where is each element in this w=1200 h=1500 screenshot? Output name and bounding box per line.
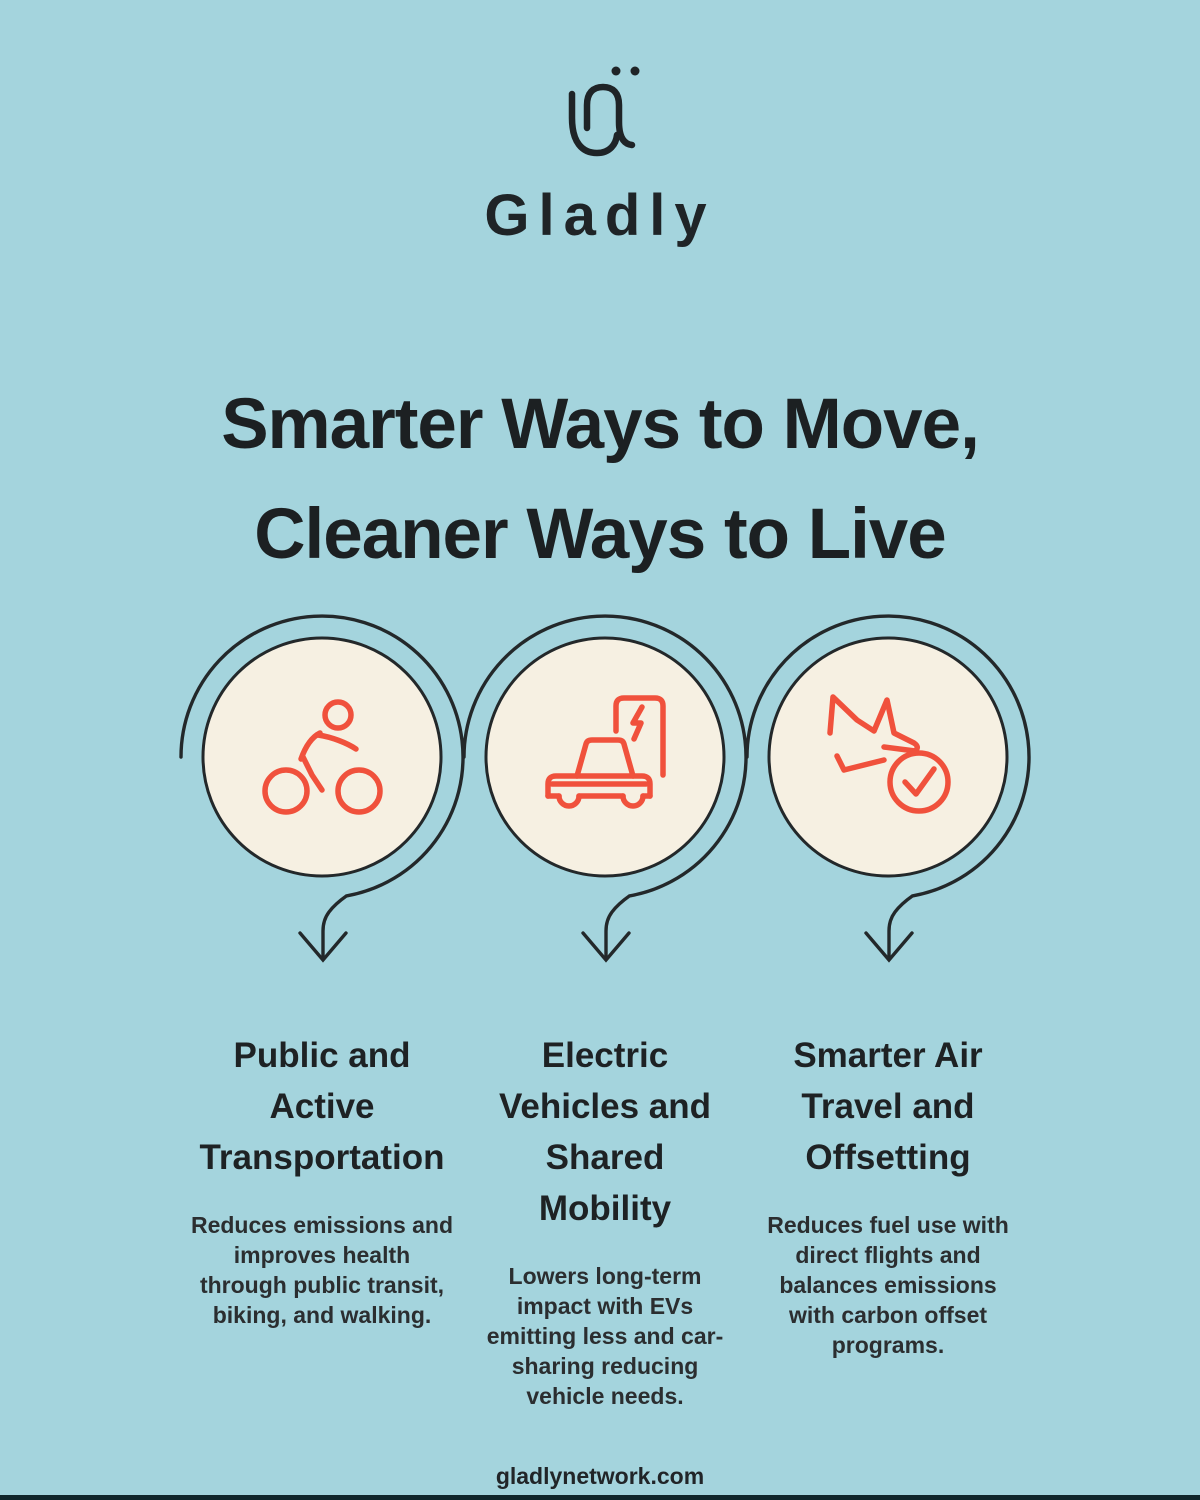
circle-badge: [486, 638, 724, 876]
heading-line: Active: [269, 1087, 375, 1126]
heading-line: Public and: [233, 1036, 411, 1075]
heading-line: Travel and: [801, 1087, 975, 1126]
feature-column-air-travel: [738, 1030, 1038, 1360]
logomark-dot-left: [612, 67, 621, 76]
feature-description: Lowers long-term impact with EVs emitting less and car-sharing reducing vehicle needs.: [486, 1263, 724, 1409]
heading-line: Offsetting: [805, 1138, 971, 1177]
feature-column-electric-vehicles: [455, 1030, 755, 1411]
heading-line: Mobility: [538, 1189, 672, 1228]
circle-badge: [203, 638, 441, 876]
feature-description: Reduces fuel use with direct flights and balances emissions with carbon offset programs.: [767, 1212, 1009, 1358]
feature-badge-air-travel: [738, 607, 1038, 979]
poster-title: [0, 370, 1200, 590]
title-line-2: Cleaner Ways to Live: [254, 494, 946, 574]
heading-line: Electric: [541, 1036, 669, 1075]
feature-heading: [172, 1030, 472, 1183]
logomark-outer-curve: [572, 94, 617, 153]
brand-wordmark: Gladly: [484, 183, 716, 248]
feature-heading: [738, 1030, 1038, 1183]
website-url: gladlynetwork.com: [495, 1463, 705, 1489]
heading-line: Shared: [545, 1138, 665, 1177]
bottom-accent-bar: [0, 1495, 1200, 1500]
heading-line: Smarter Air: [793, 1036, 983, 1075]
heading-line: Vehicles and: [498, 1087, 712, 1126]
feature-badge-electric-vehicles: [455, 607, 755, 979]
heading-line: Transportation: [199, 1138, 445, 1177]
circle-badge: [769, 638, 1007, 876]
feature-description: Reduces emissions and improves health through public transit, biking, and walking.: [190, 1212, 454, 1328]
logomark-dot-right: [631, 67, 640, 76]
feature-column-public-transport: [172, 1030, 472, 1330]
feature-heading: [455, 1030, 755, 1234]
logomark-inner-curve: [587, 87, 632, 145]
title-line-1: Smarter Ways to Move,: [221, 384, 979, 464]
gladly-logomark-icon: [552, 60, 652, 165]
feature-badge-public-transport: [172, 607, 472, 979]
